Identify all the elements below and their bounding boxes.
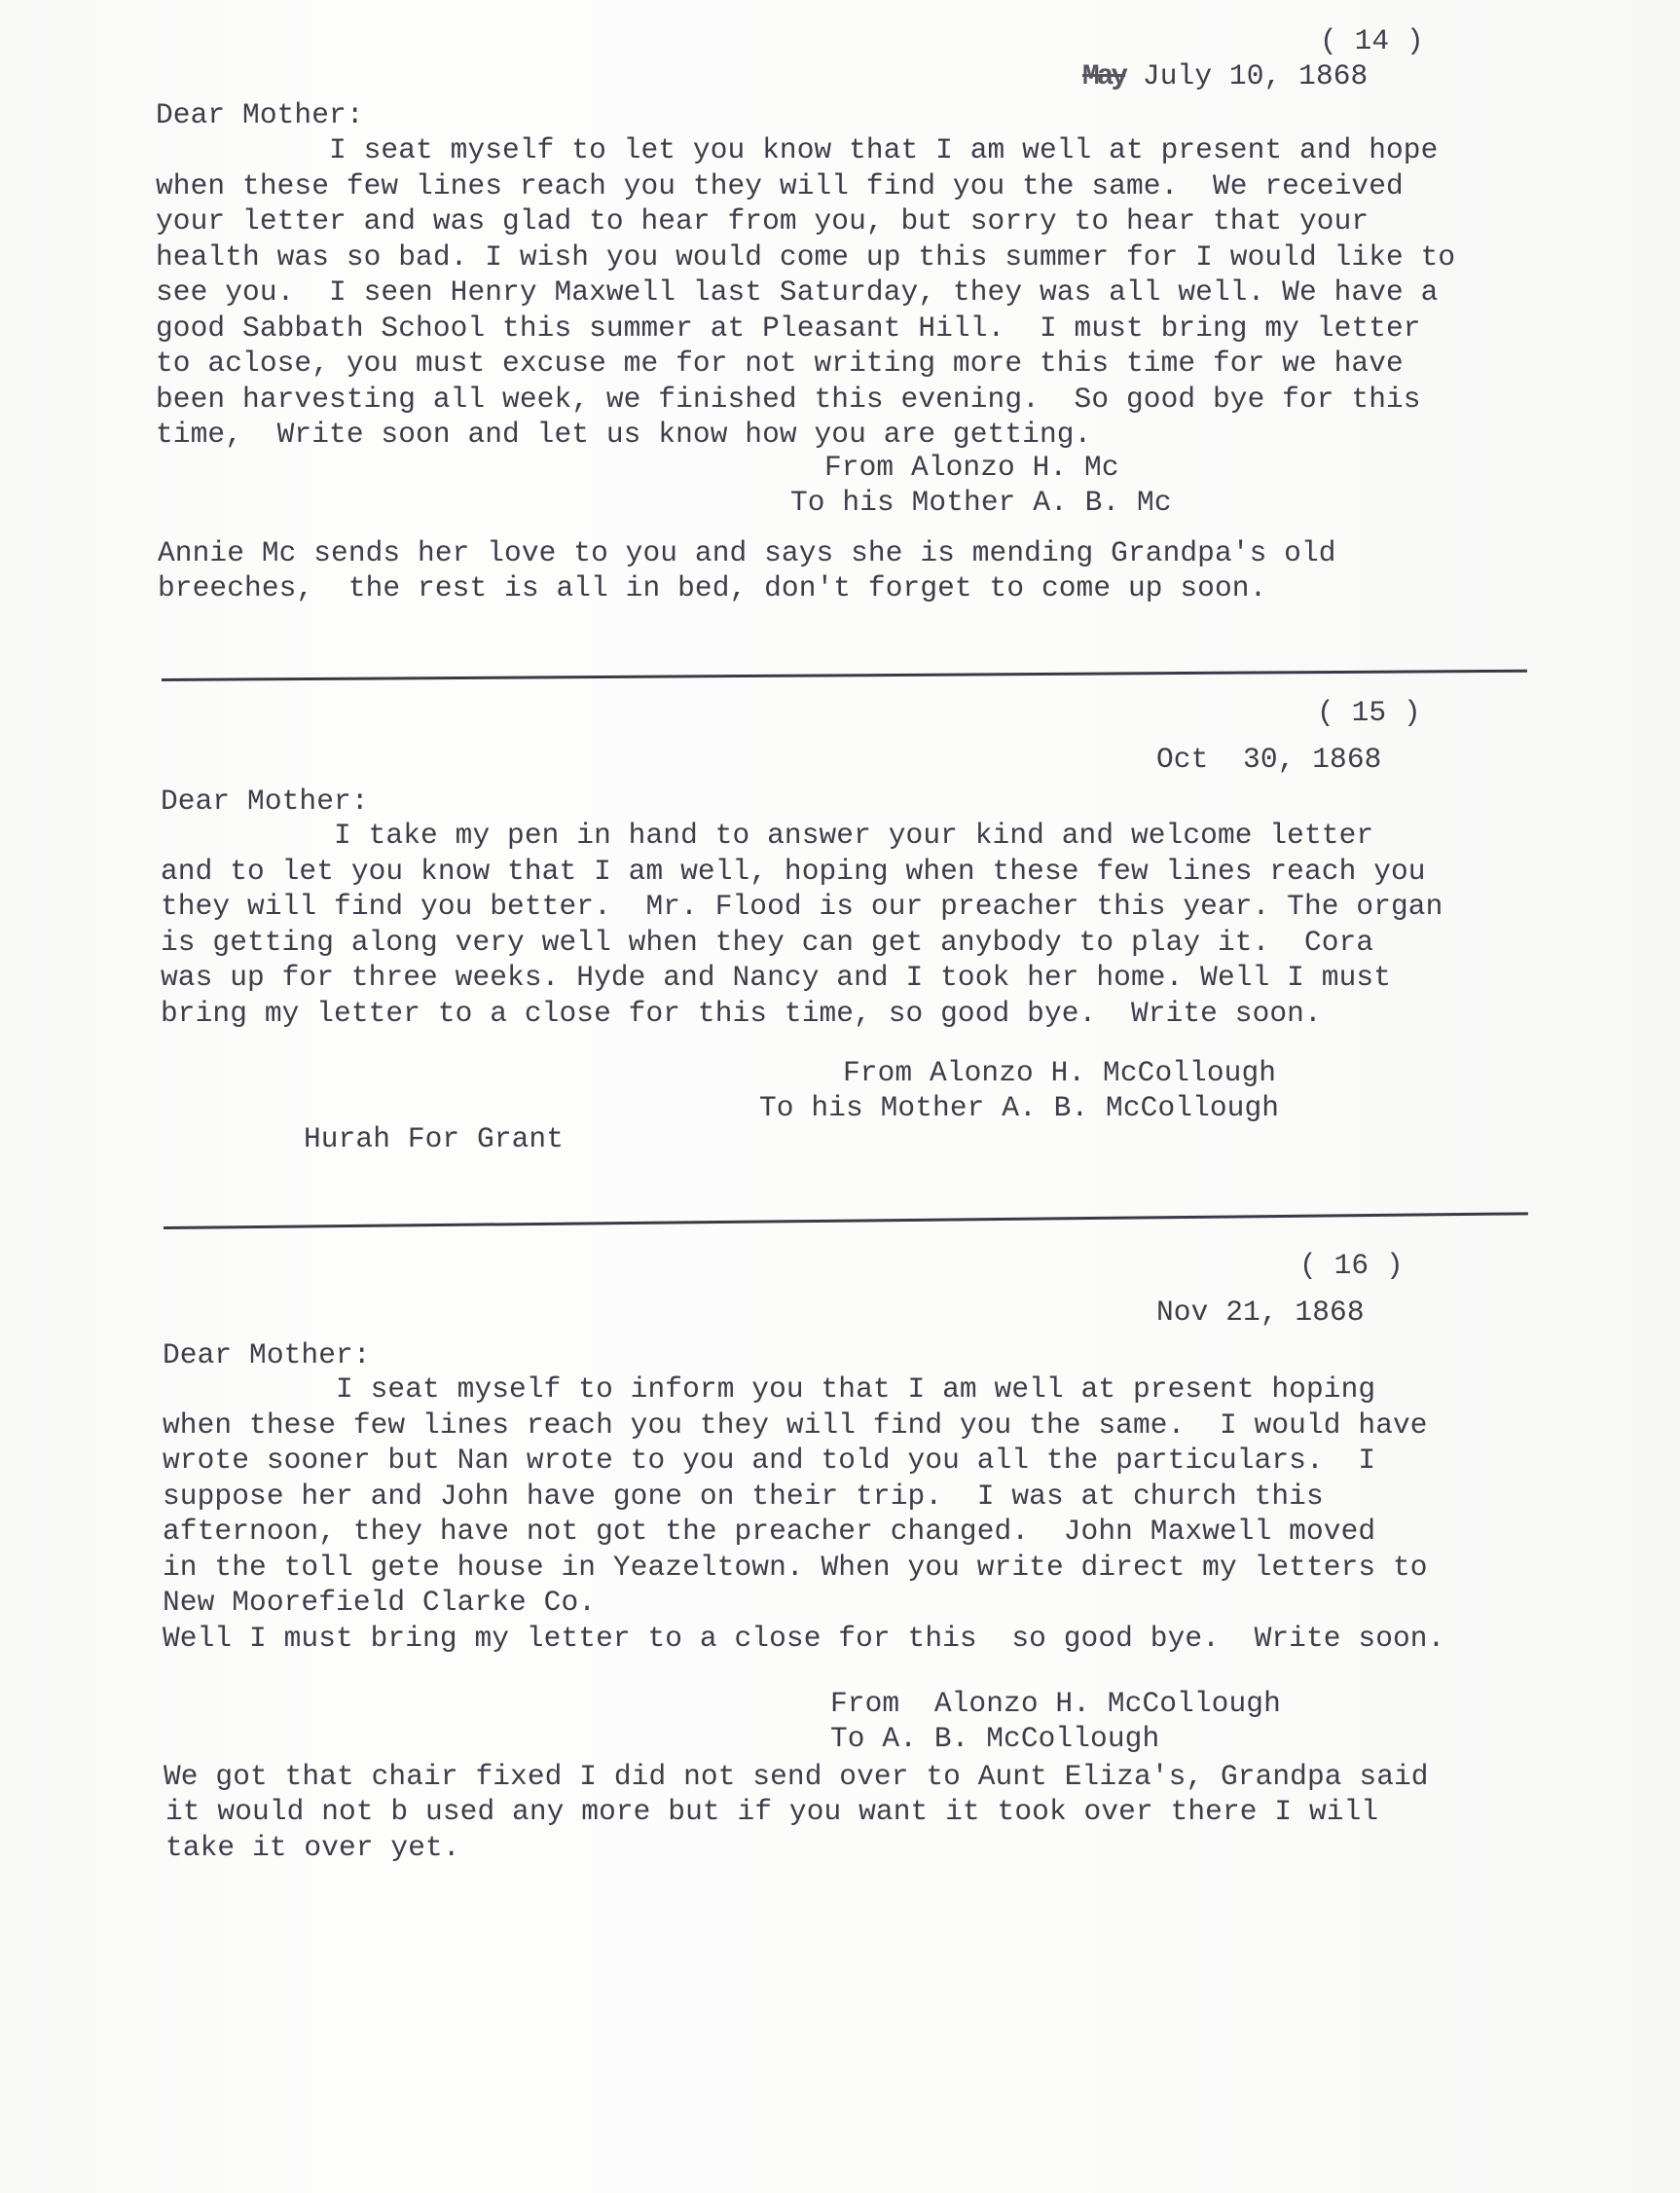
letter-number: ( 15 ) bbox=[1317, 696, 1421, 729]
body-line: health was so bad. I wish you would come up this summer for I would like to bbox=[156, 239, 1456, 274]
signature-from: From Alonzo H. McCollough bbox=[843, 1056, 1277, 1089]
separator-rule bbox=[164, 1212, 1528, 1229]
signature-to: To his Mother A. B. McCollough bbox=[759, 1091, 1280, 1124]
body-line: Well I must bring my letter to a close for this so good bye. Write soon. bbox=[163, 1621, 1445, 1655]
letter-number: ( 14 ) bbox=[1320, 24, 1424, 57]
body-line: they will find you better. Mr. Flood is our preacher this year. The organ bbox=[161, 890, 1443, 923]
body-line: when these few lines reach you they will find you the same. We received bbox=[156, 168, 1404, 202]
body-line: to aclose, you must excuse me for not writing more this time for we have bbox=[156, 347, 1404, 380]
body-line: time, Write soon and let us know how you are getting. bbox=[156, 418, 1092, 451]
body-line: I seat myself to inform you that I am well at present hoping bbox=[163, 1372, 1376, 1406]
letter-date: Nov 21, 1868 bbox=[1156, 1296, 1365, 1329]
letter-date bbox=[1082, 58, 1368, 93]
postscript-line: We got that chair fixed I did not send over to Aunt Eliza's, Grandpa said bbox=[164, 1760, 1429, 1793]
salutation: Dear Mother: bbox=[156, 98, 364, 131]
postscript-line: take it over yet. bbox=[165, 1831, 460, 1864]
signature-from: From Alonzo H. McCollough bbox=[830, 1687, 1281, 1720]
body-line: wrote sooner but Nan wrote to you and told you all the particulars. I bbox=[163, 1444, 1376, 1477]
body-line: been harvesting all week, we finished this evening. So good bye for this bbox=[156, 382, 1421, 416]
body-line: is getting along very well when they can get anybody to play it. Cora bbox=[161, 925, 1374, 959]
body-line: suppose her and John have gone on their trip. I was at church this bbox=[163, 1479, 1324, 1513]
signature-to: To his Mother A. B. Mc bbox=[790, 486, 1172, 519]
postscript-line: Hurah For Grant bbox=[304, 1122, 565, 1155]
body-line: when these few lines reach you they will find you the same. I would have bbox=[163, 1407, 1428, 1442]
salutation: Dear Mother: bbox=[161, 785, 369, 818]
body-line: I seat myself to let you know that I am well at present and hope bbox=[156, 133, 1439, 166]
body-line: was up for three weeks. Hyde and Nancy and I took her home. Well I must bbox=[161, 961, 1392, 994]
separator-rule bbox=[162, 670, 1527, 681]
salutation: Dear Mother: bbox=[163, 1338, 371, 1371]
letter-number: ( 16 ) bbox=[1299, 1249, 1404, 1282]
body-line: in the toll gete house in Yeazeltown. When you write direct my letters to bbox=[163, 1550, 1428, 1584]
body-line: and to let you know that I am well, hoping when these few lines reach you bbox=[161, 854, 1426, 888]
postscript-line: Annie Mc sends her love to you and says she is mending Grandpa's old bbox=[158, 536, 1336, 569]
postscript-line: it would not b used any more but if you want it took over there I will bbox=[165, 1795, 1379, 1828]
body-line: afternoon, they have not got the preacher changed. John Maxwell moved bbox=[163, 1515, 1376, 1548]
signature-from: From Alonzo H. Mc bbox=[824, 451, 1119, 484]
body-line: I take my pen in hand to answer your kind and welcome letter bbox=[161, 819, 1374, 852]
postscript-line: breeches, the rest is all in bed, don't forget to come up soon. bbox=[158, 571, 1267, 604]
struck-out-month: May bbox=[1082, 59, 1126, 92]
signature-to: To A. B. McCollough bbox=[830, 1722, 1160, 1755]
date-text: July 10, 1868 bbox=[1142, 59, 1369, 92]
body-line: good Sabbath School this summer at Pleasant Hill. I must bring my letter bbox=[156, 311, 1421, 345]
body-line: see you. I seen Henry Maxwell last Saturday, they was all well. We have a bbox=[156, 275, 1439, 309]
body-line: your letter and was glad to hear from you, but sorry to hear that your bbox=[156, 204, 1370, 238]
letter-date: Oct 30, 1868 bbox=[1156, 743, 1382, 776]
body-line: New Moorefield Clarke Co. bbox=[163, 1586, 597, 1619]
body-line: bring my letter to a close for this time, so good bye. Write soon. bbox=[161, 996, 1322, 1030]
